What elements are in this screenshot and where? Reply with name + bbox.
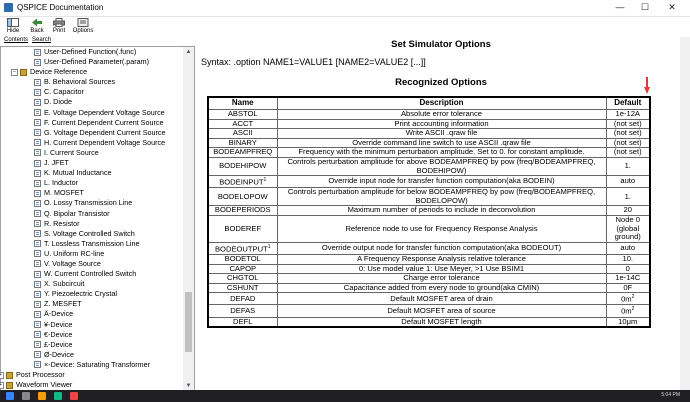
close-button[interactable]: ✕ (668, 2, 676, 12)
option-default (606, 242, 650, 254)
minimize-button[interactable]: — (615, 2, 625, 12)
option-default-text: Node 0 (global ground) (614, 215, 641, 242)
page-icon (34, 170, 41, 177)
file-explorer-icon[interactable] (38, 392, 46, 400)
page-icon (34, 260, 41, 267)
page-icon (34, 351, 41, 358)
option-default (606, 148, 650, 158)
tree-item-label: B. Behavioral Sources (44, 77, 116, 87)
taskbar (0, 390, 690, 402)
table-row (208, 110, 650, 120)
tree-item[interactable] (1, 360, 183, 370)
tree-item-label: Post Processor (16, 370, 65, 379)
tree-item[interactable] (1, 350, 183, 360)
option-name-text: BODEPERIODS (214, 205, 271, 215)
table-row (208, 305, 650, 317)
option-default (606, 188, 650, 206)
option-default-text: (not set) (613, 128, 642, 138)
options-icon (77, 18, 89, 27)
page-icon (34, 49, 41, 56)
window-title: QSPICE Documentation (17, 3, 104, 12)
option-name-text: BODEINPUT (219, 177, 264, 187)
table-row (208, 176, 650, 188)
page-icon (34, 250, 41, 257)
tree-item[interactable] (1, 320, 183, 330)
option-description: A Frequency Response Analysis relative tolerance (277, 254, 606, 264)
option-default-text: auto (620, 176, 636, 186)
option-default-text: 1. (624, 191, 631, 201)
table-row (208, 293, 650, 305)
option-name-text: BODETOL (224, 253, 261, 263)
page-icon (34, 99, 41, 106)
book-icon (6, 382, 13, 389)
page-icon (34, 331, 41, 338)
title-bar (0, 0, 690, 17)
option-description: Controls perturbation amplitude for above BODEAMPFREQ by pow (freq/BODEAMPFREQ, BODEHIPOW) (277, 157, 606, 175)
page-icon (34, 109, 41, 116)
option-name (208, 283, 277, 293)
tree-item-label: User-Defined Function(.func) (44, 47, 137, 56)
scroll-down-arrow-icon[interactable]: ▼ (185, 383, 192, 389)
option-name (208, 176, 277, 188)
option-name-text: BODEAMPFREQ (213, 147, 273, 157)
option-default (606, 157, 650, 175)
tree-item[interactable] (1, 188, 183, 198)
tree-item-label: ×-Device: Saturating Transformer (44, 359, 151, 369)
scroll-up-arrow-icon[interactable]: ▲ (185, 49, 192, 55)
tree-item-label: V. Voltage Source (44, 258, 101, 268)
tree-item-label: Waveform Viewer (16, 380, 73, 390)
option-description: Absolute error tolerance (277, 110, 606, 120)
contents-tree (1, 47, 183, 390)
option-description: 0: Use model value 1: Use Meyer, >1 Use BSIM1 (277, 264, 606, 274)
page-icon (34, 220, 41, 227)
footnote-marker[interactable]: 1 (267, 243, 271, 250)
page-icon (34, 230, 41, 237)
collapse-icon[interactable]: − (11, 69, 18, 76)
tree-item[interactable] (1, 380, 183, 390)
table-row (208, 283, 650, 293)
back-arrow-icon (31, 18, 43, 27)
tree-item-label: X. Subcircuit (44, 279, 85, 289)
unit-exponent: 2 (631, 306, 635, 313)
tree-item[interactable] (1, 340, 183, 350)
option-name-text: ASCII (232, 128, 253, 138)
option-default-text: (not set) (613, 137, 642, 147)
tree-item[interactable] (1, 47, 183, 57)
hide-label: Hide (6, 28, 20, 34)
tree-item[interactable] (1, 198, 183, 208)
page-icon (34, 129, 41, 136)
tree-item[interactable] (1, 148, 183, 158)
option-default-text: 0F (623, 282, 633, 292)
table-row (208, 216, 650, 243)
tree-item-label: I. Current Source (44, 147, 99, 157)
tree-item[interactable] (1, 289, 183, 299)
page-icon (34, 139, 41, 146)
printer-icon (53, 18, 65, 27)
tree-item[interactable] (1, 77, 183, 87)
footnote-marker[interactable]: 1 (263, 177, 267, 184)
tree-item[interactable] (1, 370, 183, 380)
table-row (208, 188, 650, 206)
page-icon (34, 341, 41, 348)
search-icon[interactable] (22, 392, 30, 400)
option-name (208, 206, 277, 216)
tree-item[interactable] (1, 128, 183, 138)
toolbar (0, 17, 690, 37)
maximize-button[interactable]: ☐ (640, 2, 650, 12)
tree-item[interactable] (1, 87, 183, 97)
page-icon (34, 311, 41, 318)
option-default-text: 1e-12A (615, 109, 640, 118)
tree-item-label: R. Resistor (44, 218, 80, 228)
tree-item-label: M. MOSFET (44, 188, 84, 198)
contents-tree-pane (0, 46, 195, 392)
option-default (606, 293, 650, 305)
option-description: Capacitance added from every node to ground(aka CMIN) (277, 283, 606, 293)
options-label: Options (72, 28, 94, 34)
option-name (208, 157, 277, 175)
tree-item[interactable] (1, 239, 183, 249)
table-row (208, 317, 650, 327)
option-name-text: ACCT (232, 118, 254, 128)
tree-scrollbar-thumb[interactable] (185, 292, 192, 352)
tree-scrollbar[interactable] (183, 47, 194, 391)
option-default-text: (not set) (613, 147, 642, 157)
option-description: Maximum number of periods to include in deconvolution (277, 206, 606, 216)
option-name (208, 148, 277, 158)
tree-item-label: G. Voltage Dependent Current Source (44, 127, 166, 137)
table-row (208, 242, 650, 254)
option-name-text: BODELOPOW (217, 191, 268, 201)
tree-item[interactable] (1, 229, 183, 239)
page-icon (34, 281, 41, 288)
tree-item[interactable] (1, 299, 183, 309)
back-button[interactable] (25, 18, 49, 37)
tree-item[interactable] (1, 330, 183, 340)
hide-icon (7, 18, 19, 27)
tree-item[interactable] (1, 158, 183, 168)
option-description: Override command line switch to use ASCII .qraw file (277, 138, 606, 148)
tree-item-label: K. Mutual Inductance (44, 168, 112, 178)
back-label: Back (30, 28, 44, 34)
header-name: Name (208, 97, 277, 110)
tree-item-label: C. Capacitor (44, 87, 84, 97)
page-icon (34, 180, 41, 187)
option-default (606, 305, 650, 317)
nav-tabs (0, 37, 195, 46)
page-icon (34, 190, 41, 197)
option-description: Reference node to use for Frequency Response Analysis (277, 216, 606, 243)
expand-icon[interactable]: + (0, 372, 4, 379)
page-icon (34, 79, 41, 86)
option-name-text: CHGTOL (226, 273, 259, 283)
page-icon (34, 119, 41, 126)
option-name (208, 293, 277, 305)
page-icon (34, 59, 41, 66)
tree-item[interactable] (1, 249, 183, 259)
tree-item-label: E. Voltage Dependent Voltage Source (44, 107, 165, 117)
tree-item[interactable] (1, 269, 183, 279)
page-icon (34, 160, 41, 167)
tree-item[interactable] (1, 209, 183, 219)
page-icon (34, 210, 41, 217)
tree-item[interactable] (1, 57, 183, 67)
option-default-text: 0m (621, 307, 632, 316)
option-name-text: BINARY (228, 137, 257, 147)
tree-item-label: J. JFET (44, 158, 69, 168)
option-name (208, 216, 277, 243)
option-description: Charge error tolerance (277, 274, 606, 284)
option-name-text: DEFL (233, 316, 253, 326)
option-name-text: DEFAS (230, 305, 256, 315)
option-description: Print accounting information (277, 119, 606, 129)
page-icon (34, 89, 41, 96)
tree-item[interactable] (1, 219, 183, 229)
tree-item[interactable] (1, 168, 183, 178)
option-name (208, 242, 277, 254)
print-label: Print (52, 28, 66, 34)
option-description: Default MOSFET area of drain (277, 293, 606, 305)
tree-item[interactable] (1, 97, 183, 107)
tree-item[interactable] (1, 279, 183, 289)
table-row (208, 206, 650, 216)
tree-item-label: Ä-Device (44, 309, 74, 319)
tree-item-label: S. Voltage Controlled Switch (44, 228, 135, 238)
option-description: Controls perturbation amplitude for below BODEAMPFREQ by pow (freq/BODEAMPFREQ, BODELOPOW) (277, 188, 606, 206)
tree-item-label: £-Device (44, 339, 73, 349)
option-description: Frequency with the minimum perturbation amplitude. Set to 0. for constant amplitude. (277, 148, 606, 158)
tree-item-label: Device Reference (30, 67, 88, 77)
tree-item-label: Y. Piezoelectric Crystal (44, 289, 117, 299)
tree-item-label: L. Inductor (44, 178, 78, 188)
content-scrollbar[interactable] (680, 37, 690, 390)
header-default: Default (606, 97, 650, 110)
option-description: Default MOSFET area of source (277, 305, 606, 317)
tree-item-label: Q. Bipolar Transistor (44, 208, 110, 218)
option-default-text: 20 (623, 205, 632, 215)
option-default (606, 283, 650, 293)
option-name-text: CSHUNT (226, 282, 259, 292)
tree-item-label: ¥-Device (44, 319, 73, 329)
tree-item[interactable] (1, 118, 183, 128)
tree-item[interactable] (1, 67, 183, 77)
hide-button[interactable] (1, 18, 25, 37)
option-default-text: (not set) (613, 118, 642, 128)
option-name-text: ABSTOL (227, 109, 258, 118)
tree-item[interactable] (1, 309, 183, 319)
start-icon[interactable] (6, 392, 14, 400)
tree-item[interactable] (1, 108, 183, 118)
option-name-text: DEFAD (230, 293, 256, 303)
page-icon (34, 361, 41, 368)
option-default (606, 216, 650, 243)
tree-item-label: User-Defined Parameter(.param) (44, 57, 150, 67)
option-default-text: 1. (624, 161, 631, 171)
tree-item-label: D. Diode (44, 97, 72, 107)
option-default-text: 0m (621, 294, 632, 304)
tree-item-label: F. Current Dependent Current Source (44, 117, 164, 127)
tree-item-label: O. Lossy Transmission Line (44, 198, 133, 208)
tree-item[interactable] (1, 178, 183, 188)
header-description: Description (277, 97, 606, 110)
option-name (208, 317, 277, 327)
clock: 5:04 PM (661, 392, 680, 398)
app-icon (4, 3, 13, 12)
page-title: Set Simulator Options (391, 39, 491, 50)
tree-item-label: U. Uniform RC-line (44, 248, 105, 258)
option-name-text: BODEREF (224, 223, 262, 233)
option-default-text: 10μm (618, 316, 638, 326)
option-default (606, 317, 650, 327)
syntax-line: Syntax: .option NAME1=VALUE1 [NAME2=VALUE2 [...]] (201, 57, 426, 67)
expand-icon[interactable]: + (0, 382, 4, 389)
page-icon (34, 200, 41, 207)
option-default-text: 10. (622, 253, 634, 263)
option-description: Write ASCII .qraw file (277, 129, 606, 139)
page-icon (34, 301, 41, 308)
table-row (208, 129, 650, 139)
page-icon (34, 291, 41, 298)
tab-search[interactable]: Search (32, 37, 52, 43)
options-button[interactable] (69, 18, 97, 37)
tab-contents[interactable]: Contents (4, 37, 29, 43)
tree-item-label: T. Lossless Transmission Line (44, 238, 140, 248)
option-description: Default MOSFET length (277, 317, 606, 327)
page-icon (34, 149, 41, 156)
option-description: Override input node for transfer function computation(aka BODEIN) (277, 176, 606, 188)
tree-item-label: Ø-Device (44, 349, 74, 359)
page-icon (34, 321, 41, 328)
option-name-text: BODEOUTPUT (214, 244, 268, 254)
option-default-text: 1e-14C (615, 273, 641, 283)
tree-item-label: Z. MESFET (44, 299, 82, 309)
recognized-options-heading: Recognized Options (395, 77, 487, 88)
option-default (606, 176, 650, 188)
book-icon (20, 69, 27, 76)
tree-item[interactable] (1, 138, 183, 148)
option-name-text: CAPOP (229, 263, 257, 273)
tree-item-label: H. Current Dependent Voltage Source (44, 137, 166, 147)
tree-item-label: €-Device (44, 329, 73, 339)
options-table (207, 96, 651, 328)
page-icon (34, 271, 41, 278)
print-button[interactable] (47, 18, 71, 37)
table-row (208, 254, 650, 264)
table-row (208, 157, 650, 175)
option-description: Override output node for transfer function computation(aka BODEOUT) (277, 242, 606, 254)
option-name (208, 305, 277, 317)
book-icon (6, 372, 13, 379)
option-name (208, 188, 277, 206)
option-default-text: 0 (625, 263, 630, 273)
red-down-arrow-icon (644, 77, 650, 95)
page-icon (34, 240, 41, 247)
app-icon-taskbar[interactable] (70, 392, 78, 400)
browser-icon[interactable] (54, 392, 62, 400)
unit-exponent: 2 (631, 294, 635, 301)
option-name-text: BODEHIPOW (219, 161, 267, 171)
tree-item[interactable] (1, 259, 183, 269)
option-default-text: auto (620, 243, 636, 253)
tree-item-label: W. Current Controlled Switch (44, 269, 137, 279)
table-row (208, 274, 650, 284)
